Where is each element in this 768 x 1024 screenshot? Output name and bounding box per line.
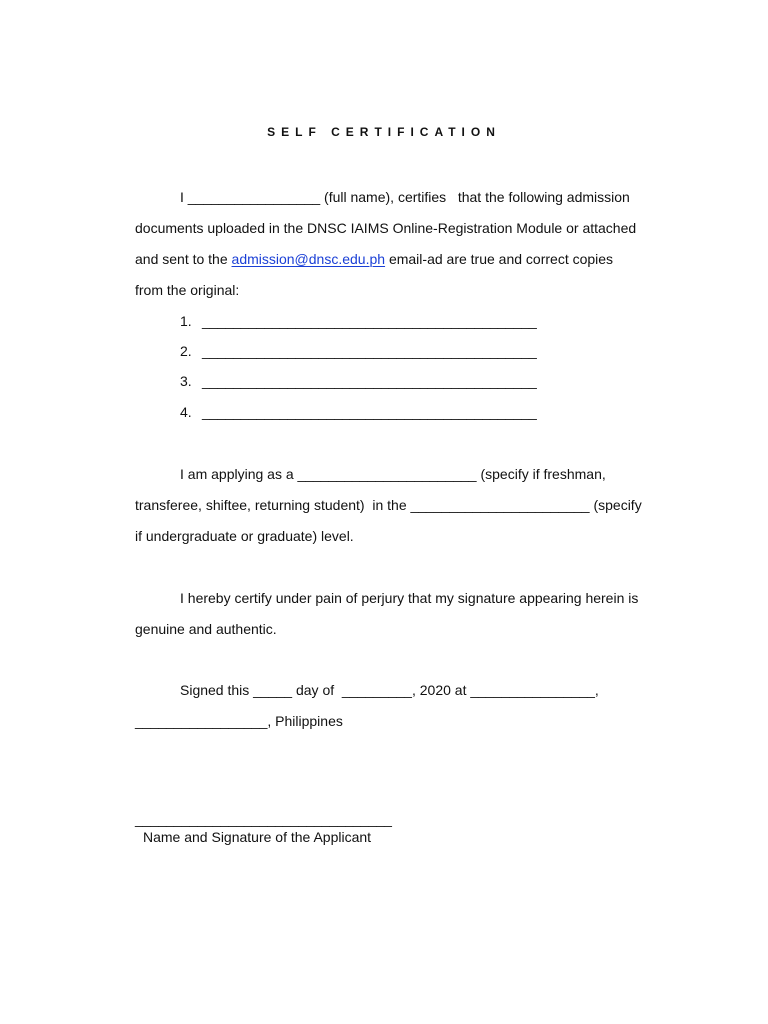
email-link[interactable]: admission@dnsc.edu.ph	[231, 251, 386, 267]
list-item	[180, 372, 537, 390]
paragraph2-line3: if undergraduate or graduate) level.	[135, 528, 354, 544]
list-number: 2.	[180, 343, 192, 359]
signature-line: _________________________________	[135, 811, 392, 827]
paragraph1-line3-after: email-ad are true and correct copies	[385, 251, 614, 267]
paragraph4-line1: Signed this _____ day of _________, 2020 at ________________,	[180, 682, 599, 698]
paragraph3-line1: I hereby certify under pain of perjury that my signature appearing herein is	[180, 590, 639, 606]
list-blank: ___________________________________________	[202, 343, 537, 359]
list-number: 3.	[180, 373, 192, 389]
paragraph1-line2: documents uploaded in the DNSC IAIMS Online-Registration Module or attached	[135, 220, 637, 236]
paragraph4-line2: _________________, Philippines	[135, 713, 343, 729]
paragraph1-line3	[135, 250, 613, 268]
list-number: 4.	[180, 404, 192, 420]
paragraph2-line1: I am applying as a _______________________ (specify if freshman,	[180, 466, 606, 482]
list-item	[180, 312, 537, 330]
paragraph1-line3-before: and sent to the	[135, 251, 232, 267]
paragraph3-line2: genuine and authentic.	[135, 621, 277, 637]
list-item	[180, 342, 537, 360]
list-number: 1.	[180, 313, 192, 329]
paragraph1-line4: from the original:	[135, 282, 240, 298]
signature-caption: Name and Signature of the Applicant	[143, 829, 372, 845]
list-item	[180, 403, 537, 421]
paragraph1-line1: I _________________ (full name), certifies that the following admission	[180, 189, 630, 205]
paragraph2-line2: transferee, shiftee, returning student) in the _______________________ (specify	[135, 497, 642, 513]
list-blank: ___________________________________________	[202, 404, 537, 420]
list-blank: ___________________________________________	[202, 373, 537, 389]
document-title: SELF CERTIFICATION	[267, 125, 501, 139]
list-blank: ___________________________________________	[202, 313, 537, 329]
